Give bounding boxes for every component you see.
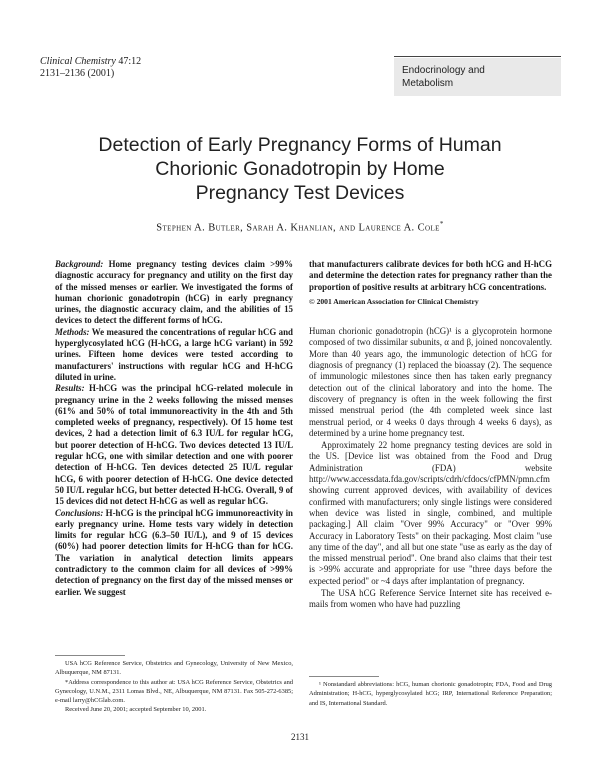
background-text: Home pregnancy testing devices claim >99% diagnostic accuracy for pregnancy and utility on the first day of the missed menses or earlier. We investigated the forms of human chorionic gonadotropin (hCG) in early pregnancy urines, the diagnostic accuracy claim, and the abilities of 15 devices to detect the different forms of hCG. bbox=[55, 259, 293, 326]
title-line-2: Chorionic Gonadotropin by Home bbox=[155, 158, 445, 180]
methods-text: We measured the concentrations of regular hCG and hyperglycosylated hCG (H-hCG, a large hCG variant) in 592 urines. Fifteen home devices were tested according to manufacturers' instructions with regular hCG and H-hCG diluted in urine. bbox=[55, 326, 293, 382]
received-note: Received June 20, 2001; accepted September 10, 2001. bbox=[65, 706, 207, 714]
journal-name: Clinical Chemistry bbox=[40, 56, 116, 67]
body-paragraph-1: Human chorionic gonadotropin (hCG)¹ is a glycoprotein hormone composed of two dissimilar subunits, α and β, joined noncovalently. More than 40 years ago, the immunologic detection of hCG for diagnosis of pregnancy (1) replaced the bioassay (2). The sequence of immunologic milestones since then has taken early pregnancy detection out of the clinical laboratory and into the home. The discovery of pregnancy is often in the week following the first missed menstrual period (the 4th completed week since last menstrual period, or 4 weeks 0 days through 4 weeks 6 days), as determined by a urine home pregnancy test. bbox=[309, 326, 552, 438]
title-line-3: Pregnancy Test Devices bbox=[195, 182, 405, 204]
author-list bbox=[40, 220, 560, 234]
author-mark: * bbox=[439, 220, 444, 228]
abbreviation-footnotes bbox=[309, 680, 552, 708]
journal-volume: 47:12 bbox=[118, 56, 142, 67]
section-label bbox=[394, 58, 561, 96]
abbreviation-note: ¹ Nonstandard abbreviations: hCG, human chorionic gonadotropin; FDA, Food and Drug Administration; H-hCG, hyperglycosylated hCG; IRP, International Reference Preparation; and IS, International Standard. bbox=[309, 681, 552, 707]
article-title bbox=[40, 133, 560, 205]
footnote-rule-right bbox=[309, 676, 379, 677]
correspondence-note: *Address correspondence to this author at: USA hCG Reference Service, Obstetrics and Gynecology, U.N.M., 2311 Lomas Blvd., NE, Albuquerque, NM 87131. Fax 505-272-6385; e-mail larry@hCGlab.com. bbox=[55, 678, 293, 705]
title-line-1: Detection of Early Pregnancy Forms of Human bbox=[98, 134, 502, 156]
results-label: Results: bbox=[55, 383, 85, 394]
conclusions-label: Conclusions: bbox=[55, 507, 104, 518]
section-rule-top bbox=[394, 56, 561, 57]
author-names: Stephen A. Butler, Sarah A. Khanlian, and Laurence A. Cole bbox=[156, 222, 440, 234]
results-text: H-hCG was the principal hCG-related molecule in pregnancy urine in the 2 weeks following the missed menses (61% and 50% of total immunoreactivity in the 4th and 5th completed weeks of pregnancy, respectively). Of 15 home test devices, 2 had a detection limit of 6.3 IU/L for regular hCG, but poorer detection of H-hCG. Two devices detected 13 IU/L regular hCG, one with similar detection and one with poorer detection of H-hCG. Ten devices detected 25 IU/L regular hCG, 6 with poorer detection of H-hCG. One device detected 50 IU/L regular hCG, but better detected H-hCG. Overall, 9 of 15 devices did not detect H-hCG as well as regular hCG. bbox=[55, 383, 293, 507]
abstract-conclusions bbox=[55, 508, 293, 598]
abstract-methods bbox=[55, 327, 293, 383]
article-body bbox=[309, 326, 552, 610]
abstract-left-column bbox=[55, 259, 293, 598]
footnote-rule-left bbox=[55, 655, 125, 656]
page-number: 2131 bbox=[291, 732, 309, 742]
background-label: Background: bbox=[55, 259, 104, 269]
body-paragraph-2: Approximately 22 home pregnancy testing devices are sold in the US. [Device list was obtained from the Food and Drug Administration (FDA) website http://www.accessdata.fda.gov/scripts/cdrh/cfdocs/cfPMN/pmn.cfm showing current approved devices, with availability of devices confirmed with manufacturers; only single listings were considered when device was listed in single, combined, and multiple packaging.] All claim "Over 99% Accuracy" or "Over 99% Accuracy in Laboratory Tests" on their packaging. Most claim "use any time of the day", and all but one state "use as early as the day of the missed menstrual period". One brand also claims that their test is >99% accurate and appropriate for use "three days before the expected period" or ~4 days after implantation of pregnancy. bbox=[309, 440, 552, 586]
affiliation-note: USA hCG Reference Service, Obstetrics and Gynecology, University of New Mexico, Albuquerque, NM 87131. bbox=[55, 660, 293, 677]
abstract-results bbox=[55, 383, 293, 507]
methods-label: Methods: bbox=[55, 326, 90, 337]
affiliation-footnotes bbox=[55, 659, 293, 715]
journal-citation bbox=[40, 56, 141, 80]
body-paragraph-3: The USA hCG Reference Service Internet site has received e-mails from women who have had puzzling bbox=[309, 588, 552, 610]
abstract-background bbox=[55, 259, 293, 327]
journal-pages-year: 2131–2136 (2001) bbox=[40, 68, 115, 79]
section-label-line1: Endocrinology and bbox=[402, 65, 485, 76]
abstract-continued bbox=[309, 259, 552, 307]
conclusions-text: H-hCG is the principal hCG immunoreactivity in early pregnancy urine. Home tests vary widely in detection limits for regular hCG (6.3–50 IU/L), and 9 of 15 devices (60%) had poorer detection limits for H-hCG than for hCG. The variation in analytical detection limits appears contradictory to the common claim for all devices of >99% detection of pregnancy on the first day of the missed menses or earlier. We suggest bbox=[55, 507, 293, 597]
copyright-notice: © 2001 American Association for Clinical Chemistry bbox=[309, 296, 479, 306]
abstract-continued-text: that manufacturers calibrate devices for both hCG and H-hCG and determine the detection rates for pregnancy rather than the proportion of positive results at arbitrary hCG concentrations. bbox=[309, 259, 552, 292]
right-column bbox=[309, 259, 552, 611]
section-label-line2: Metabolism bbox=[402, 78, 454, 89]
